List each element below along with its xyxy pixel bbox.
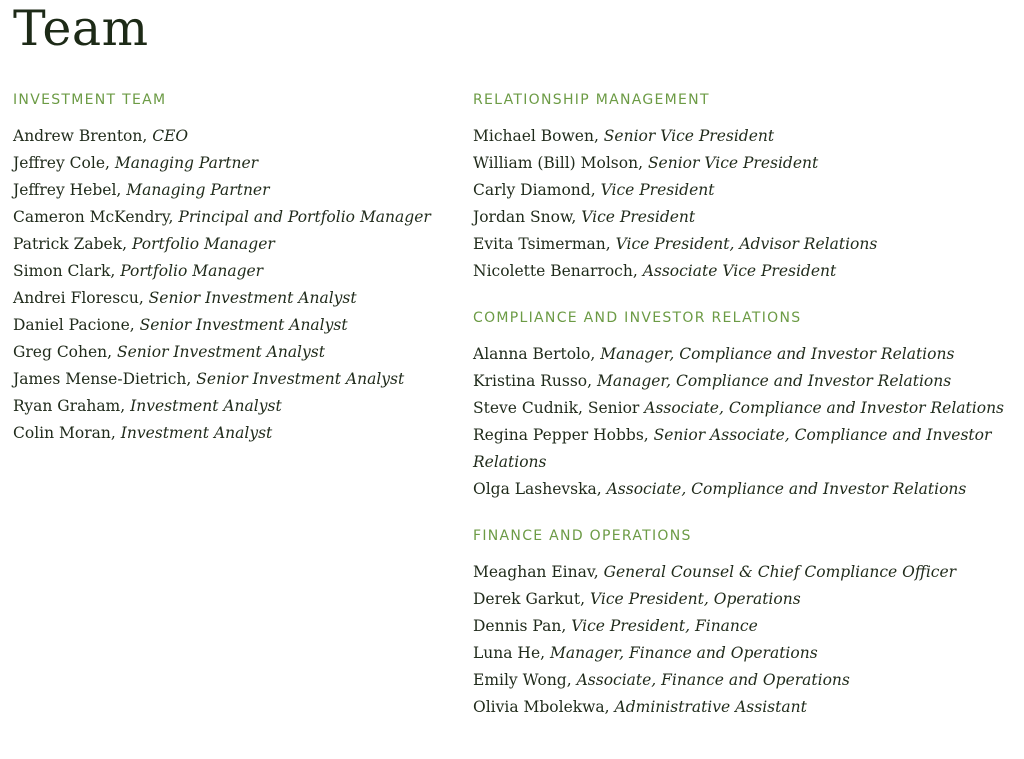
team-member [13, 123, 433, 150]
member-title: Investment Analyst [120, 424, 273, 442]
member-name: Dennis Pan [473, 617, 562, 635]
member-name: Greg Cohen [13, 343, 108, 361]
team-member [13, 366, 433, 393]
section-heading: RELATIONSHIP MANAGEMENT [473, 92, 710, 108]
member-name: Alanna Bertolo [473, 345, 591, 363]
team-member [473, 258, 1018, 285]
team-member [13, 285, 433, 312]
team-member [473, 231, 1018, 258]
member-name: Daniel Pacione [13, 316, 130, 334]
member-name: Andrew Brenton [13, 127, 143, 145]
member-list [473, 123, 1018, 285]
team-member [473, 395, 1018, 422]
team-member [473, 150, 1018, 177]
member-name: Evita Tsimerman [473, 235, 606, 253]
member-name: Michael Bowen [473, 127, 594, 145]
column-right [473, 91, 1018, 745]
team-section [473, 527, 1018, 721]
member-name: Carly Diamond [473, 181, 591, 199]
member-separator: , [110, 424, 121, 442]
team-member [13, 312, 433, 339]
member-name: Steve Cudnik [473, 399, 578, 417]
member-separator: , [596, 480, 607, 498]
member-separator: , [110, 262, 121, 280]
section-heading: INVESTMENT TEAM [13, 92, 167, 108]
member-name: Derek Garkut [473, 590, 581, 608]
member-title: Manager, Compliance and Investor Relations [597, 372, 952, 390]
member-name: Regina Pepper Hobbs [473, 426, 644, 444]
member-name: Emily Wong [473, 671, 567, 689]
member-separator: , [587, 372, 597, 390]
member-separator: , [590, 181, 601, 199]
team-member [13, 150, 433, 177]
member-title: Manager, Finance and Operations [549, 644, 818, 662]
member-separator: , Senior [577, 399, 645, 417]
member-title: Senior Investment Analyst [139, 316, 348, 334]
member-separator: , [129, 316, 140, 334]
team-member [473, 613, 1018, 640]
member-list [473, 341, 1018, 503]
team-member [473, 694, 1018, 721]
member-name: Kristina Russo [473, 372, 588, 390]
team-member [473, 586, 1018, 613]
team-section [473, 91, 1018, 285]
team-section [13, 91, 433, 447]
section-heading: COMPLIANCE AND INVESTOR RELATIONS [473, 310, 802, 326]
member-title: Administrative Assistant [614, 698, 807, 716]
member-title: Manager, Compliance and Investor Relations [600, 345, 955, 363]
team-member [473, 123, 1018, 150]
member-separator: , [122, 235, 132, 253]
team-member [13, 420, 433, 447]
page-title: Team [13, 0, 149, 57]
team-member [473, 341, 1018, 368]
member-name: Luna He [473, 644, 541, 662]
member-title: Associate, Finance and Operations [576, 671, 850, 689]
member-title: Senior Investment Analyst [196, 370, 405, 388]
member-title: General Counsel & Chief Compliance Officer [603, 563, 957, 581]
member-list [13, 123, 433, 447]
member-title: Vice President, Advisor Relations [615, 235, 878, 253]
member-title: Vice President [581, 208, 696, 226]
member-title: Senior Investment Analyst [117, 343, 325, 361]
member-title: Senior Vice President [647, 154, 819, 172]
team-member [473, 368, 1018, 395]
member-title: Investment Analyst [130, 397, 282, 415]
team-member [473, 667, 1018, 694]
team-member [13, 204, 433, 231]
team-member [13, 177, 433, 204]
member-title: Associate, Compliance and Investor Relations [606, 480, 967, 498]
member-separator: , [593, 127, 604, 145]
member-separator: , [580, 590, 590, 608]
member-separator: , [643, 426, 654, 444]
team-member [473, 177, 1018, 204]
team-section [473, 309, 1018, 503]
member-separator: , [638, 154, 648, 172]
team-member [13, 339, 433, 366]
member-separator: , [107, 343, 118, 361]
member-separator: , [116, 181, 127, 199]
team-member [473, 476, 1018, 503]
member-name: Patrick Zabek [13, 235, 123, 253]
member-separator: , [105, 154, 115, 172]
member-title: Vice President, Operations [590, 590, 801, 608]
member-title: Managing Partner [126, 181, 270, 199]
member-title: CEO [152, 127, 189, 145]
team-member [473, 559, 1018, 586]
member-separator: , [593, 563, 604, 581]
member-separator: , [540, 644, 550, 662]
member-separator: , [186, 370, 197, 388]
member-title: Portfolio Manager [120, 262, 264, 280]
member-separator: , [120, 397, 131, 415]
member-title: Senior Associate, Compliance and Investor Relations [473, 426, 992, 471]
member-name: Simon Clark [13, 262, 111, 280]
member-name: Cameron McKendry [13, 208, 169, 226]
member-separator: , [142, 127, 153, 145]
member-title: Vice President [600, 181, 715, 199]
member-title: Vice President, Finance [571, 617, 758, 635]
member-title: Associate Vice President [642, 262, 837, 280]
member-name: Colin Moran [13, 424, 111, 442]
member-name: Jordan Snow [473, 208, 572, 226]
team-member [473, 204, 1018, 231]
member-title: Portfolio Manager [131, 235, 275, 253]
member-name: Olivia Mbolekwa [473, 698, 605, 716]
member-separator: , [571, 208, 582, 226]
member-separator: , [168, 208, 179, 226]
member-separator: , [632, 262, 643, 280]
team-member [473, 640, 1018, 667]
member-title: Principal and Portfolio Manager [178, 208, 431, 226]
member-title: Senior Investment Analyst [148, 289, 357, 307]
member-name: William (Bill) Molson [473, 154, 639, 172]
member-name: Nicolette Benarroch [473, 262, 633, 280]
member-name: Ryan Graham [13, 397, 121, 415]
member-title: Managing Partner [114, 154, 259, 172]
team-member [13, 258, 433, 285]
member-name: Olga Lashevska [473, 480, 597, 498]
member-separator: , [561, 617, 572, 635]
member-name: Jeffrey Cole [13, 154, 105, 172]
member-name: James Mense-Dietrich [13, 370, 187, 388]
member-separator: , [605, 235, 616, 253]
member-name: Andrei Florescu [13, 289, 139, 307]
member-separator: , [566, 671, 577, 689]
member-separator: , [590, 345, 601, 363]
member-list [473, 559, 1018, 721]
member-name: Meaghan Einav [473, 563, 594, 581]
member-title: Senior Vice President [603, 127, 775, 145]
team-member [13, 393, 433, 420]
member-title: Associate, Compliance and Investor Relations [644, 399, 1005, 417]
team-member [473, 422, 1018, 476]
column-left [13, 91, 433, 471]
team-member [13, 231, 433, 258]
section-heading: FINANCE AND OPERATIONS [473, 528, 692, 544]
member-separator: , [604, 698, 615, 716]
member-name: Jeffrey Hebel [13, 181, 117, 199]
member-separator: , [138, 289, 149, 307]
